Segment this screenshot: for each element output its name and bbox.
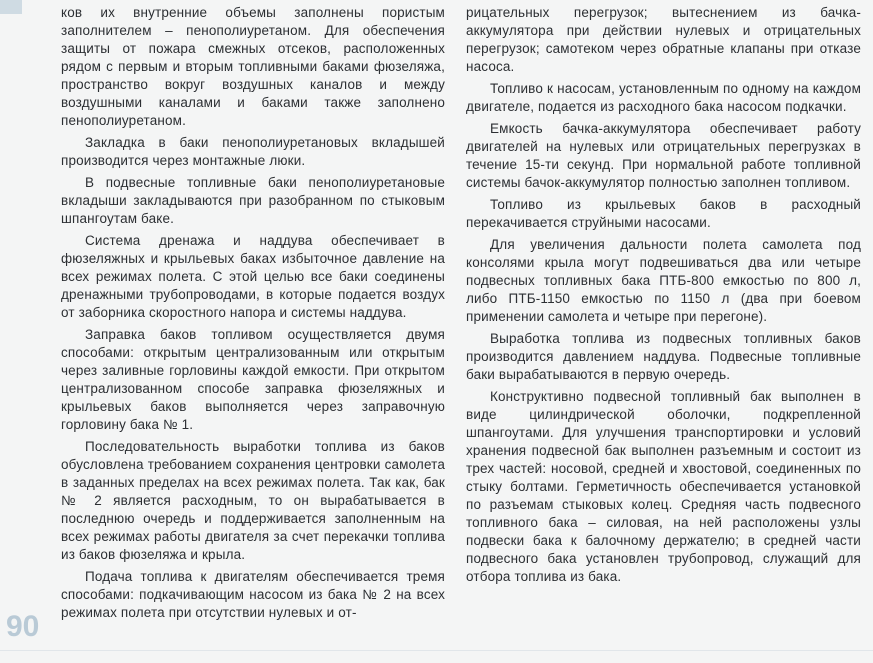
paragraph: Заправка баков топливом осуществляется двумя способами: открытым централизованным или открытым через заливные горловины каждой емкости. При открытом централизованном способе заправка фюзеляжных и крыльевых баков выполняется через заправочную горловину бака № 1. <box>61 327 445 432</box>
paragraph: Для увеличения дальности полета самолета под консолями крыла могут подвешиваться два или четыре подвесных топливных бака ПТБ-800 емкостью по 800 л, либо ПТБ-1150 емкостью по 1150 л (два при боевом применении самолета и четыре при перегоне). <box>466 237 861 324</box>
paragraph: Конструктивно подвесной топливный бак выполнен в виде цилиндрической оболочки, подкрепленной шпангоутами. Для улучшения транспортировки и условий хранения подвесной бак выполнен разъемным и состоит из трех частей: носовой, средней и хвостовой, соединенных по стыку болтами. Герметичность обеспечивается установкой по разъемам стыковых колец. Средняя часть подвесного топливного бака – силовая, на ней расположены узлы подвески бака к балочному держателю; в средней части подвесного бака установлен трубопровод, служащий для отбора топлива из бака. <box>466 389 861 584</box>
page-number: 90 <box>6 610 40 643</box>
paragraph: ков их внутренние объемы заполнены пористым заполнителем – пенополиуретаном. Для обеспечения защиты от пожара смежных отсеков, расположенных рядом с первым и вторым топливными баками фюзеляжа, пространство вокруг воздушных каналов и между воздушными каналами и баками также заполнено пенополиуретаном. <box>61 5 445 128</box>
paragraph: Система дренажа и наддува обеспечивает в фюзеляжных и крыльевых баках избыточное давление на всех режимах полета. С этой целью все баки соединены дренажными трубопроводами, в которые подается воздух от заборника скоростного напора и системы наддува. <box>61 233 445 320</box>
paragraph: Закладка в баки пенополиуретановых вкладышей производится через монтажные люки. <box>61 135 445 168</box>
right-text-column <box>466 4 861 590</box>
paragraph: Топливо из крыльевых баков в расходный перекачивается струйными насосами. <box>466 197 861 230</box>
paragraph: Выработка топлива из подвесных топливных баков производится давлением наддува. Подвесные топливные баки вырабатываются в первую очередь. <box>466 331 861 382</box>
left-text-column <box>61 4 445 626</box>
paragraph: В подвесные топливные баки пенополиуретановые вкладыши закладываются при разобранном по стыковым шпангоутам баке. <box>61 175 445 226</box>
paragraph: рицательных перегрузок; вытеснением из бачка-аккумулятора при действии нулевых и отрицательных перегрузок; самотеком через обратные клапаны при отказе насоса. <box>466 5 861 74</box>
bottom-divider <box>0 650 873 651</box>
paragraph: Последовательность выработки топлива из баков обусловлена требованием сохранения центровки самолета в заданных пределах на всех режимах полета. Так как, бак № 2 является расходным, то он вырабатывается в последнюю очередь и поддерживается заполненным на всех режимах работы двигателя за счет перекачки топлива из баков фюзеляжа и крыла. <box>61 439 445 562</box>
paragraph: Топливо к насосам, установленным по одному на каждом двигателе, подается из расходного бака насосом подкачки. <box>466 81 861 114</box>
page-corner-mark <box>0 0 22 14</box>
paragraph: Подача топлива к двигателям обеспечивается тремя способами: подкачивающим насосом из бака № 2 на всех режимах полета при отсутствии нулевых и от- <box>61 569 445 620</box>
paragraph: Емкость бачка-аккумулятора обеспечивает работу двигателей на нулевых или отрицательных перегрузках в течение 15-ти секунд. При нормальной работе топливной системы бачок-аккумулятор полностью заполнен топливом. <box>466 121 861 190</box>
